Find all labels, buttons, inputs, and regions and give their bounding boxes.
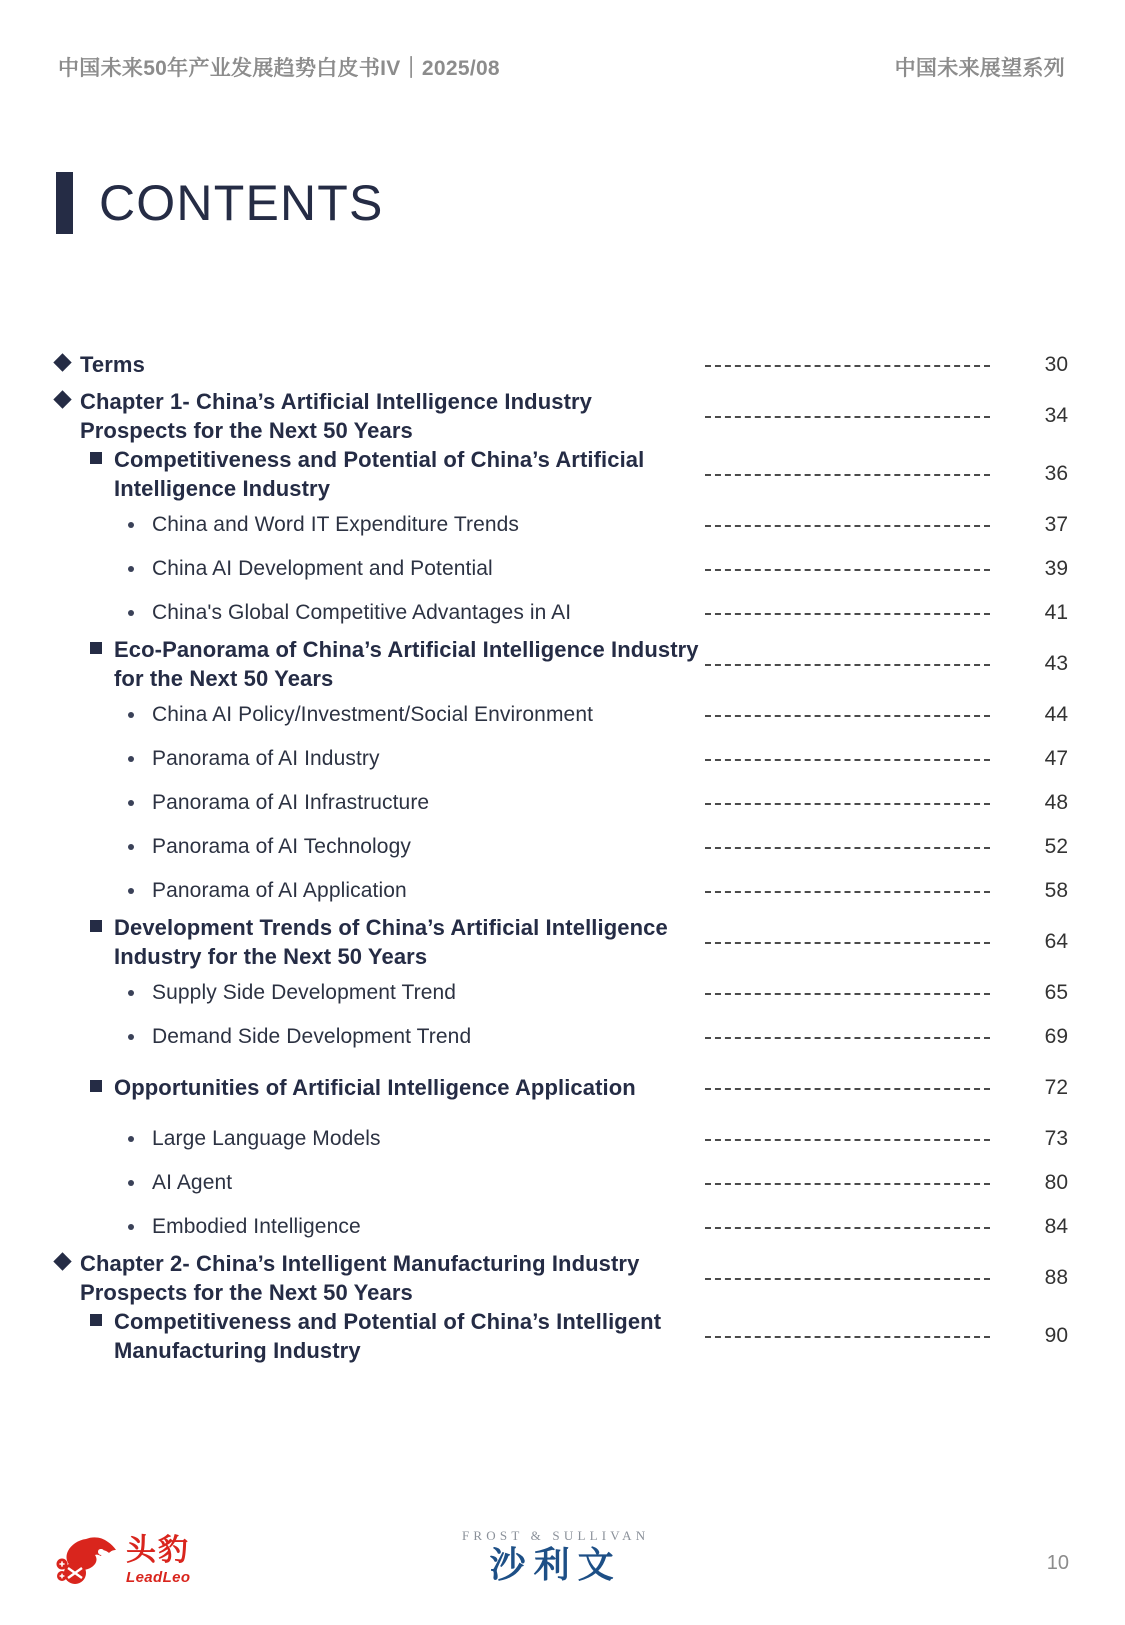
page-footer <box>0 1513 1125 1587</box>
toc-entry-text: Panorama of AI Application <box>152 879 407 903</box>
toc-entry-page: 58 <box>1044 879 1068 902</box>
toc-entry-label <box>56 445 701 503</box>
dot-bullet <box>128 844 134 850</box>
toc-entry[interactable] <box>56 503 1068 547</box>
diamond-bullet <box>53 354 71 372</box>
toc-entry[interactable] <box>56 1161 1068 1205</box>
toc-entry[interactable] <box>56 913 1068 971</box>
toc-entry-text: China AI Development and Potential <box>152 557 493 581</box>
dot-bullet <box>128 800 134 806</box>
diamond-bullet <box>53 1252 71 1270</box>
toc-entry-page: 43 <box>1044 652 1068 675</box>
leader-dashes <box>705 993 990 995</box>
leader-dashes <box>705 1139 990 1141</box>
toc-entry-page: 37 <box>1044 513 1068 536</box>
page-title <box>56 172 384 234</box>
toc-entry-page: 73 <box>1044 1127 1068 1150</box>
toc-entry-page: 30 <box>1044 353 1068 376</box>
toc-entry-page: 34 <box>1044 404 1068 427</box>
toc-entry-label <box>56 745 701 773</box>
dot-bullet <box>128 756 134 762</box>
toc-entry-label <box>56 877 701 905</box>
toc-entry[interactable] <box>56 343 1068 387</box>
title-label: CONTENTS <box>99 175 384 231</box>
toc-entry[interactable] <box>56 1205 1068 1249</box>
leader-dashes <box>705 1227 990 1229</box>
toc-entry-text: Eco-Panorama of China’s Artificial Intelligence Industry for the Next 50 Years <box>114 636 699 691</box>
toc-entry-page: 36 <box>1044 462 1068 485</box>
leader-dashes <box>705 847 990 849</box>
leader-dashes <box>705 416 990 418</box>
toc-entry-page: 65 <box>1044 981 1068 1004</box>
leader-dashes <box>705 1336 990 1338</box>
toc-entry-label <box>56 511 701 539</box>
toc-entry[interactable] <box>56 971 1068 1015</box>
toc-entry-label <box>56 1249 701 1307</box>
diamond-bullet <box>53 390 71 408</box>
dot-bullet <box>128 712 134 718</box>
title-accent-bar <box>56 172 73 234</box>
toc-entry-page: 84 <box>1044 1215 1068 1238</box>
toc-entry-label <box>56 913 701 971</box>
toc-entry-label <box>56 979 701 1007</box>
leader-dashes <box>705 474 990 476</box>
leader-dashes <box>705 715 990 717</box>
leader-dashes <box>705 759 990 761</box>
toc-entry[interactable] <box>56 693 1068 737</box>
toc-entry-label <box>56 1023 701 1051</box>
toc-entry-label <box>56 555 701 583</box>
dot-bullet <box>128 610 134 616</box>
toc-entry-page: 72 <box>1044 1076 1068 1099</box>
leader-dashes <box>705 525 990 527</box>
toc-entry-text: AI Agent <box>152 1171 233 1195</box>
toc-entry-page: 41 <box>1044 601 1068 624</box>
toc-entry[interactable] <box>56 1117 1068 1161</box>
toc-entry-label <box>56 387 701 445</box>
page-header <box>58 52 1067 82</box>
leadleo-name-cn: 头豹 <box>126 1533 190 1567</box>
header-series-right: 中国未来展望系列 <box>894 57 1065 80</box>
frost-sullivan-name-en: FROST & SULLIVAN <box>462 1528 650 1543</box>
toc-entry-text: Demand Side Development Trend <box>152 1025 472 1049</box>
leadleo-name-en: LeadLeo <box>126 1568 191 1586</box>
page-number: 10 <box>1046 1552 1069 1574</box>
leader-dashes <box>705 1088 990 1090</box>
leadleo-wordmark <box>126 1533 191 1586</box>
square-bullet <box>90 452 102 464</box>
toc-entry[interactable] <box>56 737 1068 781</box>
toc-entry-page: 44 <box>1044 703 1068 726</box>
toc-entry-page: 48 <box>1044 791 1068 814</box>
toc-entry-page: 69 <box>1044 1025 1068 1048</box>
toc-entry-label <box>56 789 701 817</box>
toc-entry-text: Large Language Models <box>152 1127 381 1151</box>
toc-entry-page: 39 <box>1044 557 1068 580</box>
toc-entry-label <box>56 635 701 693</box>
toc-entry-label <box>56 1169 701 1197</box>
toc-entry[interactable] <box>56 1307 1068 1365</box>
toc-entry-page: 88 <box>1044 1266 1068 1289</box>
toc-entry-text: Competitiveness and Potential of China’s Intelligent Manufacturing Industry <box>114 1308 662 1363</box>
leader-dashes <box>705 613 990 615</box>
toc-entry-text: Chapter 1- China’s Artificial Intelligence Industry Prospects for the Next 50 Years <box>80 388 593 443</box>
toc-entry-text: Panorama of AI Industry <box>152 747 380 771</box>
toc-entry[interactable] <box>56 591 1068 635</box>
leader-dashes <box>705 942 990 944</box>
dot-bullet <box>128 1224 134 1230</box>
frost-sullivan-name-cn: 沙利文 <box>489 1544 622 1585</box>
leader-dashes <box>705 1037 990 1039</box>
dot-bullet <box>128 888 134 894</box>
leader-dashes <box>705 664 990 666</box>
toc-entry-text: Supply Side Development Trend <box>152 981 457 1005</box>
toc-entry-label <box>56 1125 701 1153</box>
toc-entry[interactable] <box>56 635 1068 693</box>
toc-entry-text: Panorama of AI Technology <box>152 835 411 859</box>
toc-entry[interactable] <box>56 869 1068 913</box>
toc-entry-label <box>56 1307 701 1365</box>
toc-entry-text: China AI Policy/Investment/Social Environment <box>152 703 594 727</box>
leadleo-logo <box>56 1535 190 1585</box>
square-bullet <box>90 642 102 654</box>
toc-entry[interactable] <box>56 387 1068 445</box>
dot-bullet <box>128 566 134 572</box>
leader-dashes <box>705 803 990 805</box>
toc-entry-text: Embodied Intelligence <box>152 1215 361 1239</box>
toc-entry[interactable] <box>56 1015 1068 1059</box>
toc-entry[interactable] <box>56 445 1068 503</box>
dot-bullet <box>128 1034 134 1040</box>
toc-entry-label <box>56 1213 701 1241</box>
toc-entry-page: 52 <box>1044 835 1068 858</box>
toc-entry-label <box>56 350 701 379</box>
toc-entry-text: Development Trends of China’s Artificial Intelligence Industry for the Next 50 Years <box>114 914 668 969</box>
toc-entry-page: 64 <box>1044 930 1068 953</box>
toc-entry-text: Panorama of AI Infrastructure <box>152 791 430 815</box>
toc-entry-page: 80 <box>1044 1171 1068 1194</box>
toc-entry-label <box>56 599 701 627</box>
dot-bullet <box>128 1180 134 1186</box>
toc-entry[interactable] <box>56 1249 1068 1307</box>
square-bullet <box>90 920 102 932</box>
toc-entry[interactable] <box>56 1059 1068 1117</box>
toc-entry-label <box>56 1073 701 1102</box>
toc-entry-label <box>56 701 701 729</box>
dot-bullet <box>128 1136 134 1142</box>
toc-entry-label <box>56 833 701 861</box>
toc-entry[interactable] <box>56 781 1068 825</box>
leader-dashes <box>705 569 990 571</box>
leader-dashes <box>705 891 990 893</box>
leader-dashes <box>705 365 990 367</box>
dot-bullet <box>128 522 134 528</box>
square-bullet <box>90 1080 102 1092</box>
toc-entry-page: 47 <box>1044 747 1068 770</box>
square-bullet <box>90 1314 102 1326</box>
table-of-contents <box>56 343 1068 1365</box>
toc-entry[interactable] <box>56 825 1068 869</box>
header-title-left: 中国未来50年产业发展趋势白皮书IV｜2025/08 <box>58 57 500 80</box>
toc-entry-text: China and Word IT Expenditure Trends <box>152 513 520 537</box>
frost-sullivan-logo <box>462 1529 649 1583</box>
leader-dashes <box>705 1278 990 1280</box>
toc-entry-text: Competitiveness and Potential of China’s Artificial Intelligence Industry <box>114 446 645 501</box>
leopard-head-icon <box>56 1535 118 1585</box>
toc-entry-text: Terms <box>80 352 145 378</box>
toc-entry-page: 90 <box>1044 1324 1068 1347</box>
toc-entry-text: China's Global Competitive Advantages in AI <box>152 601 572 625</box>
toc-entry[interactable] <box>56 547 1068 591</box>
toc-entry-text: Chapter 2- China’s Intelligent Manufacturing Industry Prospects for the Next 50 Years <box>80 1250 640 1305</box>
leader-dashes <box>705 1183 990 1185</box>
toc-entry-text: Opportunities of Artificial Intelligence Application <box>114 1075 636 1101</box>
dot-bullet <box>128 990 134 996</box>
